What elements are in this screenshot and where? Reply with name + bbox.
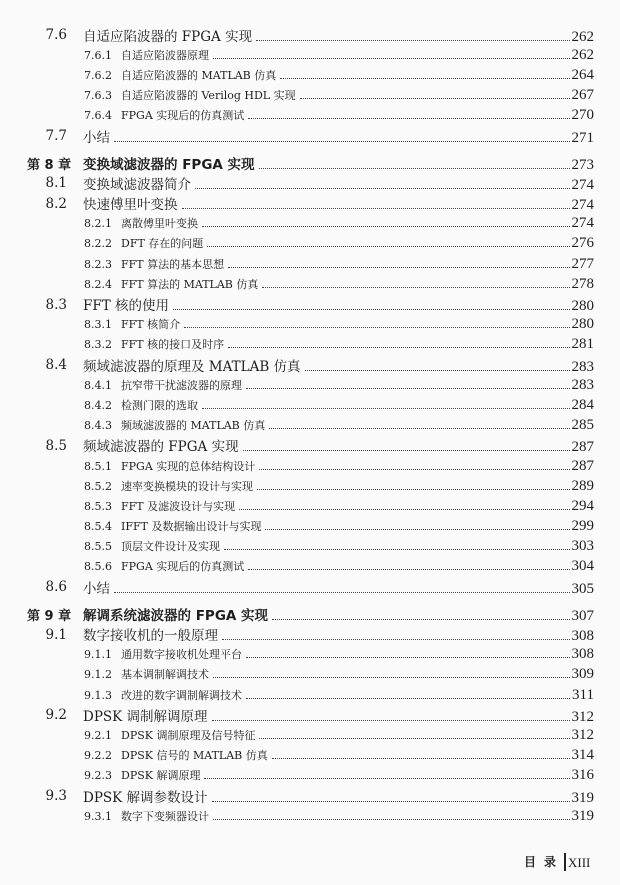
toc-entry-title: 数字下变频器设计 xyxy=(121,809,209,823)
toc-entry-page: 305 xyxy=(571,580,594,597)
toc-entry-line xyxy=(121,538,594,555)
dot-leader xyxy=(262,286,569,288)
toc-entry-number: 7.6.2 xyxy=(84,68,112,82)
toc-entry-page: 276 xyxy=(571,235,594,252)
toc-entry-page: 280 xyxy=(571,298,594,315)
toc-entry-line xyxy=(121,478,594,495)
dot-leader xyxy=(257,488,570,490)
toc-entry-section[interactable] xyxy=(0,624,620,644)
toc-entry-page: 312 xyxy=(571,708,594,725)
toc-entry-line xyxy=(121,808,594,825)
toc-entry-title: 通用数字接收机处理平台 xyxy=(121,648,242,662)
toc-entry-line xyxy=(121,256,594,273)
toc-entry-title: 改进的数字调制解调技术 xyxy=(121,688,242,702)
page-footer xyxy=(0,853,620,873)
dot-leader xyxy=(213,57,570,59)
toc-entry-title: 变换域滤波器的 FPGA 实现 xyxy=(83,156,255,173)
dot-leader xyxy=(224,548,570,550)
toc-entry-number: 8.4.3 xyxy=(84,419,112,433)
toc-entry-line xyxy=(121,646,594,663)
toc-entry-sub[interactable] xyxy=(0,274,620,294)
toc-entry-line xyxy=(121,767,594,784)
toc-entry-page: 303 xyxy=(571,538,594,555)
toc-entry-title: DPSK 调制原理及信号特征 xyxy=(121,728,256,742)
toc-entry-title: 顶层文件设计及实现 xyxy=(121,540,220,554)
toc-entry-page: 308 xyxy=(571,646,594,663)
toc-entry-page: 304 xyxy=(571,558,594,575)
toc-entry-line xyxy=(83,193,594,214)
toc-entry-number: 9.2.3 xyxy=(84,769,112,783)
toc-entry-section[interactable] xyxy=(0,173,620,193)
dot-leader xyxy=(305,369,570,371)
toc-entry-page: 277 xyxy=(571,255,594,272)
toc-entry-number: 7.6 xyxy=(45,27,67,44)
toc-entry-line xyxy=(83,153,594,174)
toc-entry-page: 270 xyxy=(571,107,594,124)
toc-entry-title: DPSK 解调原理 xyxy=(121,769,201,783)
dot-leader xyxy=(239,508,569,510)
dot-leader xyxy=(246,656,570,658)
dot-leader xyxy=(272,757,570,759)
toc-entry-title: 离散傅里叶变换 xyxy=(121,217,198,231)
toc-entry-line xyxy=(121,558,594,575)
dot-leader xyxy=(222,638,570,640)
toc-entry-sub[interactable] xyxy=(0,496,620,516)
toc-entry-title: 速率变换模块的设计与实现 xyxy=(121,479,253,493)
toc-entry-sub[interactable] xyxy=(0,65,620,85)
dot-leader xyxy=(248,117,569,119)
toc-entry-sub[interactable] xyxy=(0,766,620,786)
toc-entry-line xyxy=(121,276,594,293)
toc-entry-line xyxy=(83,294,594,315)
toc-entry-page: 309 xyxy=(571,666,594,683)
dot-leader xyxy=(259,737,569,739)
toc-entry-sub[interactable] xyxy=(0,45,620,65)
toc-entry-title: 小结 xyxy=(83,580,110,597)
toc-entry-title: FFT 算法的基本思想 xyxy=(121,257,225,271)
toc-entry-number: 7.6.3 xyxy=(84,89,112,103)
toc-entry-number: 第 8 章 xyxy=(27,157,72,173)
toc-entry-number: 8.2 xyxy=(45,195,67,212)
toc-entry-page: 311 xyxy=(572,686,594,703)
toc-entry-number: 8.3.2 xyxy=(84,338,112,352)
toc-entry-page: 299 xyxy=(571,518,594,535)
toc-entry-title: 自适应陷波器的 FPGA 实现 xyxy=(83,28,253,45)
dot-leader xyxy=(246,387,570,389)
toc-entry-line xyxy=(83,577,594,598)
toc-entry-line xyxy=(121,498,594,515)
toc-entry-sub[interactable] xyxy=(0,214,620,234)
toc-entry-sub[interactable] xyxy=(0,254,620,274)
toc-entry-line xyxy=(121,458,594,475)
toc-entry-number: 8.5.5 xyxy=(84,540,112,554)
toc-entry-sub[interactable] xyxy=(0,416,620,436)
toc-entry-title: 数字接收机的一般原理 xyxy=(83,628,218,645)
toc-entry-line xyxy=(83,705,594,726)
toc-entry-title: DPSK 解调参数设计 xyxy=(83,789,208,806)
toc-entry-page: 319 xyxy=(571,807,594,824)
toc-entry-page: 314 xyxy=(571,747,594,764)
toc-entry-number: 9.2.1 xyxy=(84,728,112,742)
toc-entry-chapter[interactable] xyxy=(0,153,620,173)
dot-leader xyxy=(212,719,570,721)
toc-entry-sub[interactable] xyxy=(0,665,620,685)
toc-entry-page: 271 xyxy=(571,129,594,146)
toc-entry-chapter[interactable] xyxy=(0,604,620,624)
dot-leader xyxy=(184,326,569,328)
toc-entry-title: IFFT 及数据输出设计与实现 xyxy=(121,520,262,534)
toc-entry-sub[interactable] xyxy=(0,517,620,537)
toc-entry-line xyxy=(83,355,594,376)
toc-entry-line xyxy=(121,687,594,704)
toc-entry-page: 289 xyxy=(571,477,594,494)
toc-entry-number: 8.2.2 xyxy=(84,237,112,251)
toc-entry-title: 频域滤波器的 FPGA 实现 xyxy=(83,439,239,456)
toc-entry-title: 自适应陷波器的 Verilog HDL 实现 xyxy=(121,89,296,103)
toc-entry-sub[interactable] xyxy=(0,645,620,665)
toc-entry-number: 8.5.2 xyxy=(84,479,112,493)
toc-entry-page: 280 xyxy=(571,316,594,333)
dot-leader xyxy=(300,97,570,99)
toc-entry-line xyxy=(121,727,594,744)
dot-leader xyxy=(202,407,570,409)
dot-leader xyxy=(114,140,570,142)
toc-entry-title: 快速傅里叶变换 xyxy=(83,197,178,214)
dot-leader xyxy=(243,449,570,451)
dot-leader xyxy=(248,568,569,570)
dot-leader xyxy=(173,308,569,310)
toc-entry-title: 频域滤波器的 MATLAB 仿真 xyxy=(121,419,266,433)
toc-entry-title: 频域滤波器的原理及 MATLAB 仿真 xyxy=(83,358,301,375)
toc-entry-line xyxy=(83,624,594,645)
toc-entry-title: FPGA 实现后的仿真测试 xyxy=(121,109,245,123)
toc-entry-sub[interactable] xyxy=(0,335,620,355)
footer-divider xyxy=(564,853,566,871)
toc-entry-sub[interactable] xyxy=(0,86,620,106)
toc-entry-line xyxy=(121,397,594,414)
toc-entry-number: 8.4 xyxy=(45,357,67,374)
toc-entry-page: 281 xyxy=(571,336,594,353)
toc-entry-title: FFT 核简介 xyxy=(121,318,181,332)
toc-entry-title: 解调系统滤波器的 FPGA 实现 xyxy=(83,607,269,624)
toc-entry-page: 307 xyxy=(571,607,594,624)
toc-entry-page: 283 xyxy=(571,376,594,393)
toc-entry-number: 8.3 xyxy=(45,296,67,313)
toc-entry-sub[interactable] xyxy=(0,746,620,766)
toc-entry-number: 9.2 xyxy=(45,707,67,724)
toc-entry-page: 274 xyxy=(571,176,594,193)
toc-entry-page: 287 xyxy=(571,439,594,456)
toc-entry-line xyxy=(83,435,594,456)
toc-entry-number: 8.1 xyxy=(45,175,67,192)
toc-entry-number: 8.4.2 xyxy=(84,398,112,412)
toc-entry-line xyxy=(83,25,594,46)
toc-entry-sub[interactable] xyxy=(0,234,620,254)
toc-entry-number: 9.2.2 xyxy=(84,749,112,763)
toc-entry-page: 308 xyxy=(571,628,594,645)
toc-entry-line xyxy=(121,87,594,104)
toc-entry-page: 316 xyxy=(571,767,594,784)
toc-entry-title: FFT 核的接口及时序 xyxy=(121,338,225,352)
toc-entry-section[interactable] xyxy=(0,126,620,146)
toc-entry-line xyxy=(83,604,594,625)
toc-entry-page: 278 xyxy=(571,275,594,292)
toc-entry-number: 9.1.1 xyxy=(84,648,112,662)
toc-entry-page: 274 xyxy=(571,197,594,214)
toc-entry-line xyxy=(121,377,594,394)
toc-entry-title: FPGA 实现的总体结构设计 xyxy=(121,459,256,473)
toc-entry-line xyxy=(121,747,594,764)
toc-entry-line xyxy=(121,518,594,535)
toc-entry-page: 283 xyxy=(571,358,594,375)
toc-entry-section[interactable] xyxy=(0,436,620,456)
dot-leader xyxy=(207,245,569,247)
dot-leader xyxy=(204,777,569,779)
toc-entry-page: 262 xyxy=(571,28,594,45)
toc-entry-title: 变换域滤波器简介 xyxy=(83,176,191,193)
toc-entry-title: 基本调制解调技术 xyxy=(121,668,209,682)
toc-entry-line xyxy=(121,666,594,683)
dot-leader xyxy=(246,697,570,699)
footer-page-number: XIII xyxy=(568,855,591,870)
toc-entry-page: 284 xyxy=(571,396,594,413)
toc-entry-sub[interactable] xyxy=(0,395,620,415)
toc-entry-section[interactable] xyxy=(0,705,620,725)
toc-entry-number: 7.6.1 xyxy=(84,48,112,62)
toc-entry-line xyxy=(83,173,594,194)
toc-entry-number: 第 9 章 xyxy=(27,608,72,624)
toc-entry-section[interactable] xyxy=(0,355,620,375)
toc-entry-page: 262 xyxy=(571,46,594,63)
toc-entry-line xyxy=(121,235,594,252)
toc-entry-number: 9.1.3 xyxy=(84,688,112,702)
toc-entry-sub[interactable] xyxy=(0,106,620,126)
toc-entry-number: 9.1 xyxy=(45,626,67,643)
toc-entry-number: 8.5.1 xyxy=(84,459,112,473)
toc-entry-number: 8.3.1 xyxy=(84,318,112,332)
toc-entry-sub[interactable] xyxy=(0,725,620,745)
table-of-contents xyxy=(0,25,620,826)
toc-entry-page: 267 xyxy=(571,87,594,104)
dot-leader xyxy=(202,225,570,227)
toc-entry-page: 264 xyxy=(571,66,594,83)
toc-entry-sub[interactable] xyxy=(0,806,620,826)
toc-entry-number: 8.2.3 xyxy=(84,257,112,271)
toc-entry-page: 319 xyxy=(571,789,594,806)
toc-entry-page: 285 xyxy=(571,417,594,434)
dot-leader xyxy=(256,39,569,41)
toc-entry-section[interactable] xyxy=(0,577,620,597)
toc-entry-title: FFT 核的使用 xyxy=(83,298,170,315)
toc-entry-sub[interactable] xyxy=(0,537,620,557)
toc-entry-section[interactable] xyxy=(0,25,620,45)
dot-leader xyxy=(212,800,570,802)
toc-entry-title: FPGA 实现后的仿真测试 xyxy=(121,560,245,574)
dot-leader xyxy=(265,528,569,530)
footer-section-label: 目录 xyxy=(524,855,565,869)
toc-entry-sub[interactable] xyxy=(0,375,620,395)
toc-entry-sub[interactable] xyxy=(0,456,620,476)
toc-entry-number: 8.6 xyxy=(45,579,67,596)
toc-entry-line xyxy=(83,786,594,807)
toc-entry-page: 274 xyxy=(571,215,594,232)
toc-entry-title: DPSK 调制解调原理 xyxy=(83,708,208,725)
toc-entry-title: FFT 及滤波设计与实现 xyxy=(121,499,236,513)
toc-entry-page: 287 xyxy=(571,457,594,474)
toc-entry-title: DFT 存在的问题 xyxy=(121,237,204,251)
toc-entry-sub[interactable] xyxy=(0,685,620,705)
toc-entry-number: 9.3 xyxy=(45,788,67,805)
toc-entry-number: 8.4.1 xyxy=(84,378,112,392)
toc-entry-number: 8.5.4 xyxy=(84,520,112,534)
toc-entry-number: 7.6.4 xyxy=(84,109,112,123)
toc-entry-number: 9.3.1 xyxy=(84,809,112,823)
toc-entry-line xyxy=(121,417,594,434)
toc-entry-number: 9.1.2 xyxy=(84,668,112,682)
toc-entry-title: FFT 算法的 MATLAB 仿真 xyxy=(121,277,259,291)
toc-entry-number: 8.5 xyxy=(45,437,67,454)
toc-entry-page: 294 xyxy=(571,497,594,514)
dot-leader xyxy=(114,591,570,593)
dot-leader xyxy=(182,207,570,209)
toc-entry-page: 312 xyxy=(571,726,594,743)
dot-leader xyxy=(259,468,569,470)
dot-leader xyxy=(269,427,569,429)
toc-entry-title: 检测门限的选取 xyxy=(121,398,198,412)
toc-entry-line xyxy=(83,126,594,147)
toc-entry-line xyxy=(121,107,594,124)
toc-entry-line xyxy=(121,47,594,64)
toc-entry-number: 8.5.6 xyxy=(84,560,112,574)
toc-entry-title: 小结 xyxy=(83,129,110,146)
dot-leader xyxy=(228,266,569,268)
dot-leader xyxy=(195,187,570,189)
dot-leader xyxy=(272,618,569,620)
toc-entry-section[interactable] xyxy=(0,194,620,214)
toc-entry-line xyxy=(121,215,594,232)
toc-entry-title: 自适应陷波器的 MATLAB 仿真 xyxy=(121,68,277,82)
toc-entry-sub[interactable] xyxy=(0,315,620,335)
toc-entry-title: 自适应陷波器原理 xyxy=(121,48,209,62)
dot-leader xyxy=(228,346,569,348)
toc-entry-line xyxy=(121,336,594,353)
toc-entry-number: 7.7 xyxy=(45,128,67,145)
dot-leader xyxy=(280,77,569,79)
dot-leader xyxy=(213,818,570,820)
toc-entry-number: 8.5.3 xyxy=(84,499,112,513)
dot-leader xyxy=(259,167,570,169)
toc-entry-sub[interactable] xyxy=(0,557,620,577)
toc-entry-sub[interactable] xyxy=(0,476,620,496)
toc-entry-section[interactable] xyxy=(0,786,620,806)
toc-entry-section[interactable] xyxy=(0,294,620,314)
toc-entry-title: DPSK 信号的 MATLAB 仿真 xyxy=(121,749,268,763)
toc-entry-page: 273 xyxy=(571,156,594,173)
toc-entry-number: 8.2.1 xyxy=(84,217,112,231)
toc-entry-title: 抗窄带干扰滤波器的原理 xyxy=(121,378,242,392)
toc-entry-line xyxy=(121,67,594,84)
toc-entry-line xyxy=(121,316,594,333)
toc-entry-number: 8.2.4 xyxy=(84,277,112,291)
dot-leader xyxy=(213,676,570,678)
